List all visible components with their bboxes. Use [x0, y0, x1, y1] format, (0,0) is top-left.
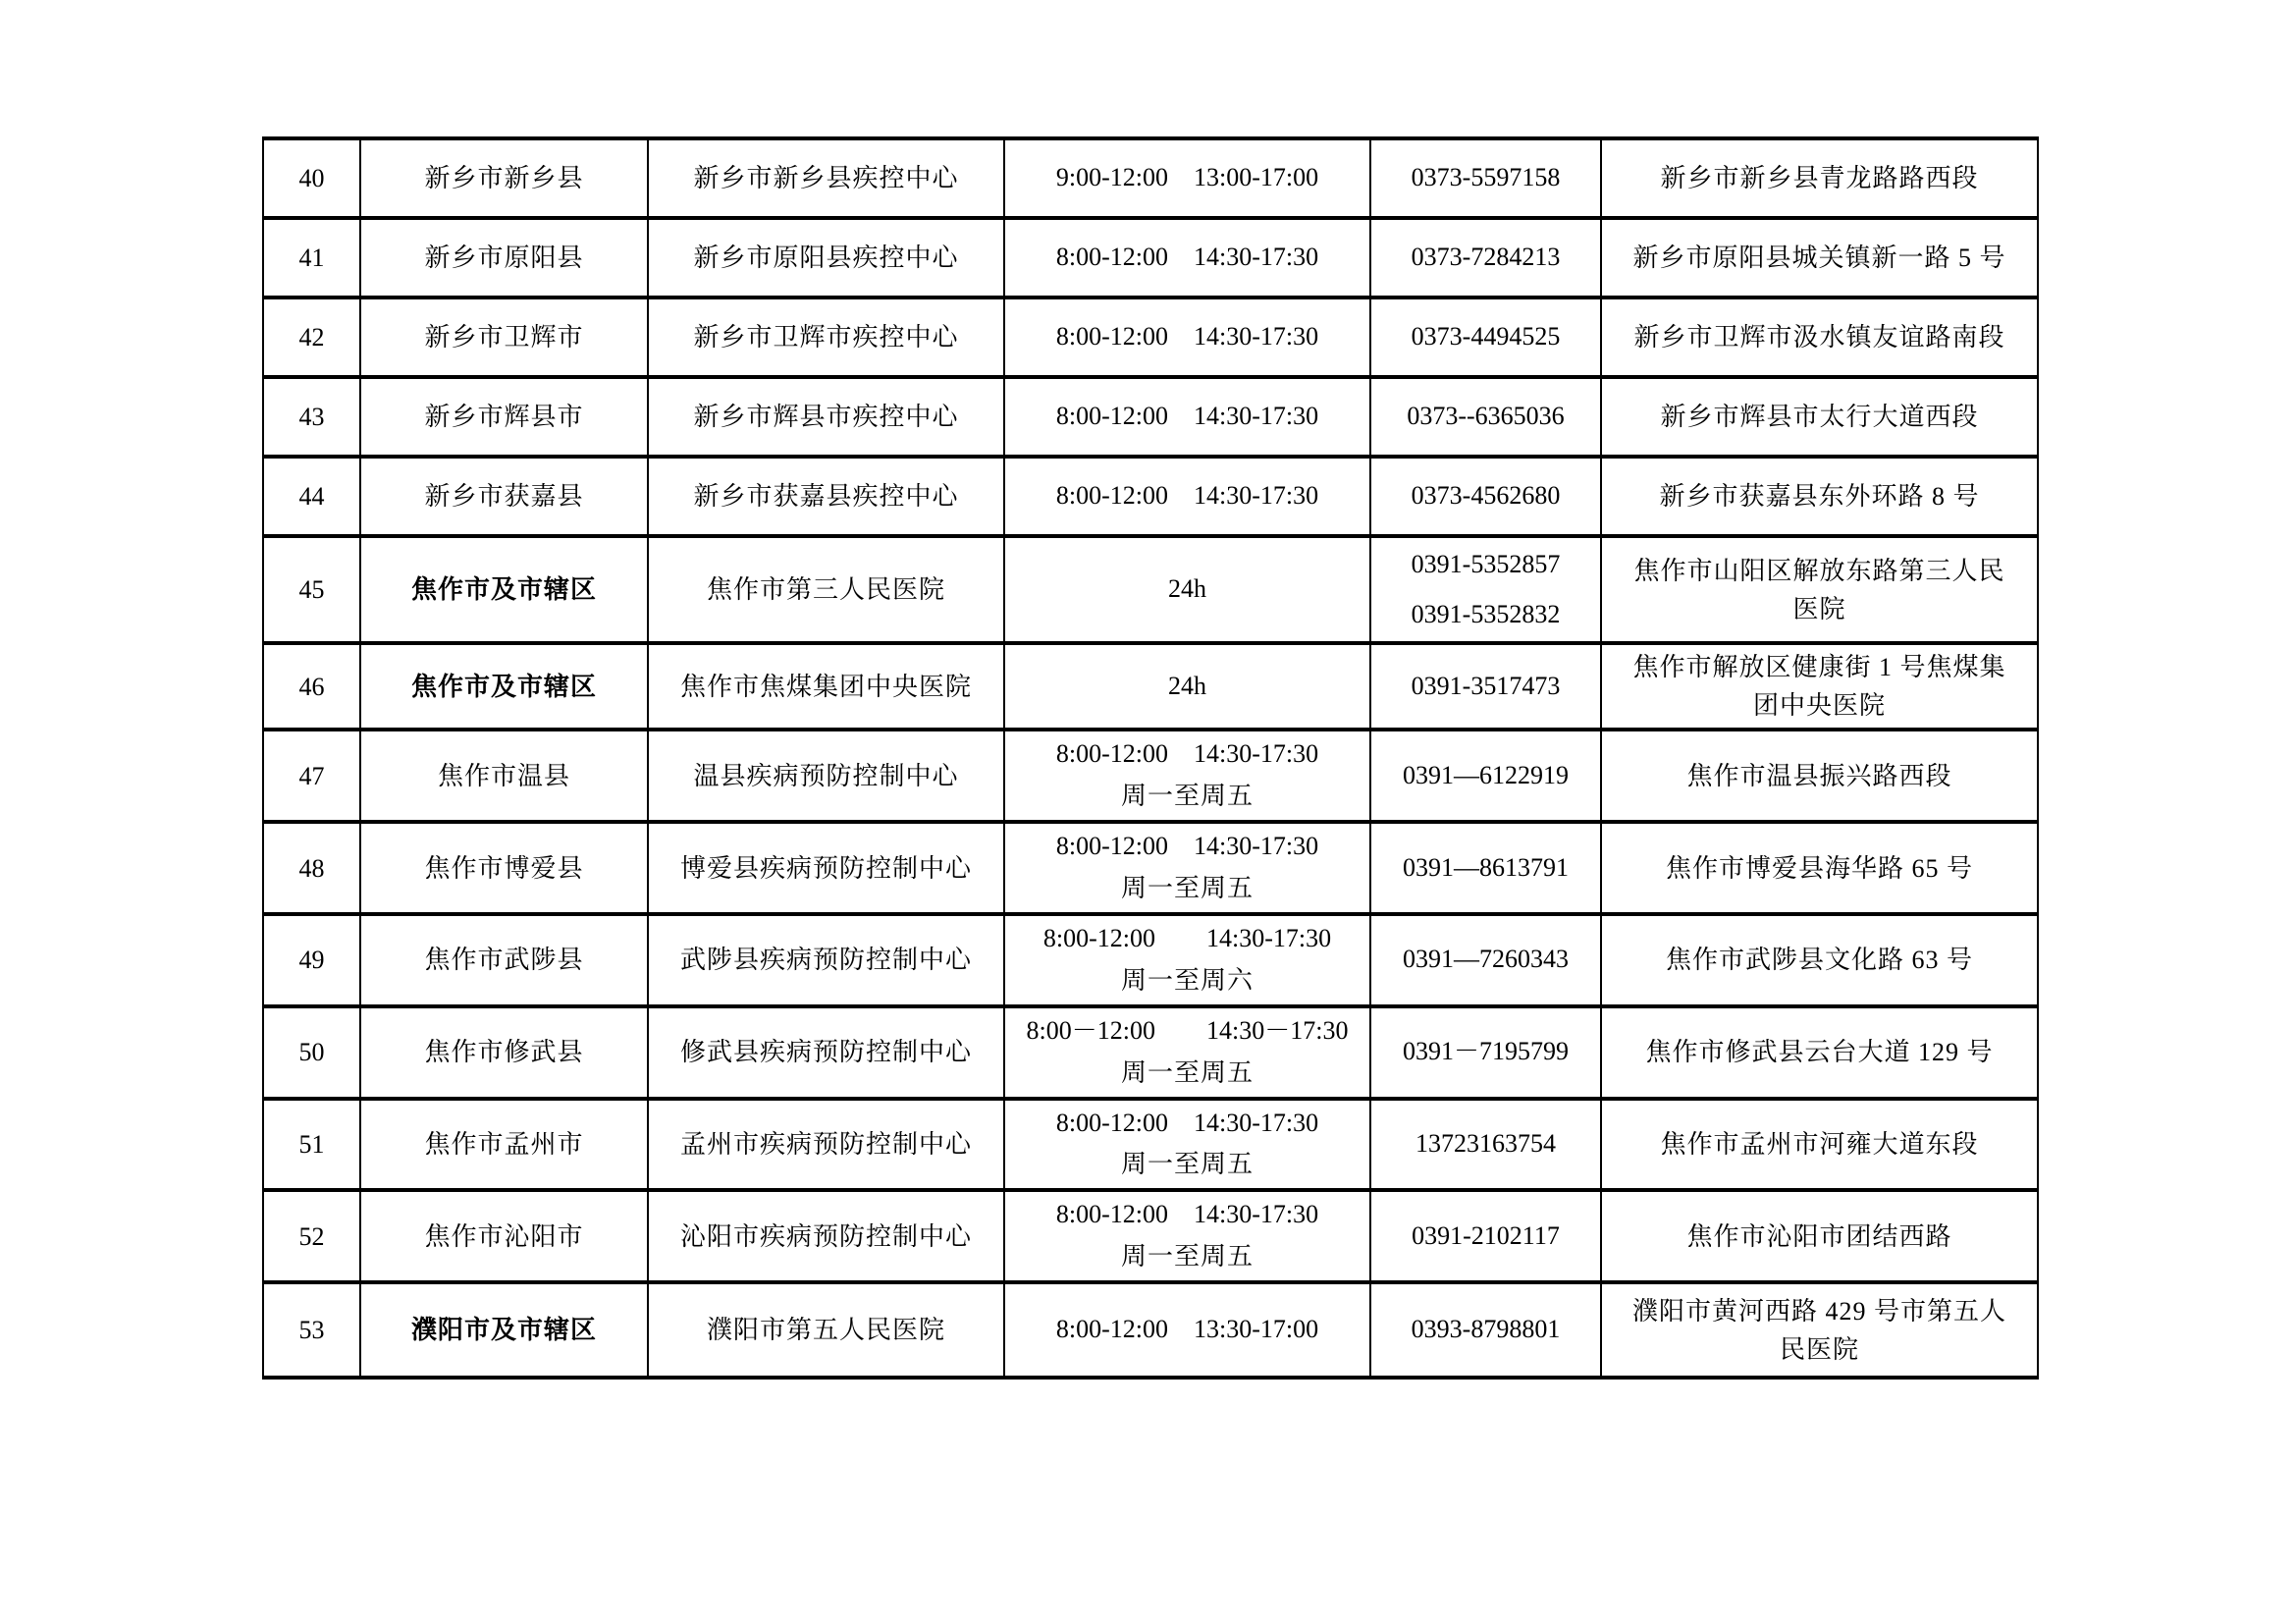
row-number-cell: 51 [263, 1099, 360, 1191]
hours-cell [1004, 218, 1370, 298]
address-cell: 焦作市温县振兴路西段 [1601, 730, 2038, 822]
address-cell: 濮阳市黄河西路 429 号市第五人民医院 [1601, 1282, 2038, 1378]
institution-cell: 焦作市第三人民医院 [648, 536, 1004, 643]
hours-cell [1004, 730, 1370, 822]
row-number-cell: 49 [263, 914, 360, 1006]
phone-number: 0391－7195799 [1402, 1037, 1569, 1066]
hours-cell [1004, 536, 1370, 643]
hours-line: 8:00-12:00 14:30-17:30 [1055, 1108, 1319, 1137]
hours-cell [1004, 457, 1370, 536]
table-row [263, 536, 2038, 643]
institution-cell: 新乡市新乡县疾控中心 [648, 138, 1004, 218]
hours-line: 24h [1168, 671, 1206, 700]
row-number-cell: 45 [263, 536, 360, 643]
district-cell: 焦作市温县 [360, 730, 648, 822]
district-cell: 焦作市及市辖区 [360, 643, 648, 730]
testing-sites-table-container [262, 136, 2039, 1380]
institution-cell: 修武县疾病预防控制中心 [648, 1006, 1004, 1099]
address-cell: 新乡市原阳县城关镇新一路 5 号 [1601, 218, 2038, 298]
row-number-cell: 40 [263, 138, 360, 218]
phone-number: 0373-4494525 [1411, 322, 1561, 352]
phone-cell [1370, 218, 1601, 298]
institution-cell: 新乡市原阳县疾控中心 [648, 218, 1004, 298]
district-cell: 焦作市孟州市 [360, 1099, 648, 1191]
hours-line: 周一至周六 [1120, 965, 1254, 995]
hours-line: 8:00-12:00 14:30-17:30 [1055, 243, 1319, 272]
phone-cell [1370, 1190, 1601, 1282]
hours-line: 周一至周五 [1120, 1150, 1254, 1179]
row-number-cell: 50 [263, 1006, 360, 1099]
row-number-cell: 46 [263, 643, 360, 730]
row-number-cell: 42 [263, 298, 360, 377]
phone-number: 0373--6365036 [1407, 402, 1565, 431]
institution-cell: 孟州市疾病预防控制中心 [648, 1099, 1004, 1191]
table-row [263, 457, 2038, 536]
table-row [263, 218, 2038, 298]
district-cell: 焦作市博爱县 [360, 822, 648, 914]
phone-number: 0391-3517473 [1411, 672, 1561, 701]
district-cell: 新乡市卫辉市 [360, 298, 648, 377]
hours-line: 8:00-12:00 14:30-17:30 [1055, 1200, 1319, 1229]
phone-number: 0391—8613791 [1403, 852, 1569, 882]
hours-line: 8:00-12:00 14:30-17:30 [1042, 923, 1332, 952]
institution-cell: 武陟县疾病预防控制中心 [648, 914, 1004, 1006]
address-cell: 新乡市获嘉县东外环路 8 号 [1601, 457, 2038, 536]
row-number-cell: 52 [263, 1190, 360, 1282]
hours-line: 周一至周五 [1120, 1242, 1254, 1272]
row-number-cell: 48 [263, 822, 360, 914]
phone-cell [1370, 643, 1601, 730]
hours-cell [1004, 1282, 1370, 1378]
address-cell: 焦作市武陟县文化路 63 号 [1601, 914, 2038, 1006]
district-cell: 新乡市新乡县 [360, 138, 648, 218]
district-cell: 焦作市武陟县 [360, 914, 648, 1006]
address-cell: 焦作市山阳区解放东路第三人民医院 [1601, 536, 2038, 643]
phone-cell [1370, 1006, 1601, 1099]
phone-number: 0391-2102117 [1412, 1220, 1560, 1250]
phone-number: 0373-7284213 [1411, 243, 1561, 272]
institution-cell: 濮阳市第五人民医院 [648, 1282, 1004, 1378]
phone-cell [1370, 1099, 1601, 1191]
district-cell: 焦作市沁阳市 [360, 1190, 648, 1282]
phone-number: 0391—6122919 [1403, 760, 1569, 789]
hours-cell [1004, 138, 1370, 218]
phone-cell [1370, 138, 1601, 218]
district-cell: 新乡市辉县市 [360, 377, 648, 457]
institution-cell: 新乡市辉县市疾控中心 [648, 377, 1004, 457]
address-cell: 焦作市解放区健康街 1 号焦煤集团中央医院 [1601, 643, 2038, 730]
table-row [263, 377, 2038, 457]
district-cell: 新乡市原阳县 [360, 218, 648, 298]
hours-cell [1004, 298, 1370, 377]
institution-cell: 新乡市获嘉县疾控中心 [648, 457, 1004, 536]
table-row [263, 822, 2038, 914]
hours-line: 周一至周五 [1120, 782, 1254, 811]
institution-cell: 焦作市焦煤集团中央医院 [648, 643, 1004, 730]
phone-cell [1370, 377, 1601, 457]
hours-cell [1004, 822, 1370, 914]
table-row [263, 1190, 2038, 1282]
hours-line: 8:00-12:00 13:30-17:00 [1055, 1315, 1319, 1344]
row-number-cell: 44 [263, 457, 360, 536]
address-cell: 焦作市孟州市河雍大道东段 [1601, 1099, 2038, 1191]
address-cell: 焦作市沁阳市团结西路 [1601, 1190, 2038, 1282]
phone-number: 0391—7260343 [1403, 945, 1569, 974]
hours-cell [1004, 1190, 1370, 1282]
table-row [263, 298, 2038, 377]
row-number-cell: 53 [263, 1282, 360, 1378]
hours-line: 8:00-12:00 14:30-17:30 [1055, 402, 1319, 431]
institution-cell: 沁阳市疾病预防控制中心 [648, 1190, 1004, 1282]
district-cell: 濮阳市及市辖区 [360, 1282, 648, 1378]
address-cell: 新乡市卫辉市汲水镇友谊路南段 [1601, 298, 2038, 377]
hours-line: 周一至周五 [1120, 1057, 1254, 1087]
hours-line: 8:00-12:00 14:30-17:30 [1055, 322, 1319, 352]
phone-number: 0391-5352857 [1411, 550, 1561, 578]
hours-cell [1004, 643, 1370, 730]
row-number-cell: 41 [263, 218, 360, 298]
table-row [263, 138, 2038, 218]
phone-cell [1370, 730, 1601, 822]
phone-cell [1370, 914, 1601, 1006]
phone-number: 0393-8798801 [1411, 1315, 1561, 1344]
hours-line: 8:00-12:00 14:30-17:30 [1055, 832, 1319, 861]
phone-number: 13723163754 [1415, 1129, 1556, 1159]
address-cell: 焦作市修武县云台大道 129 号 [1601, 1006, 2038, 1099]
phone-cell [1370, 822, 1601, 914]
hours-cell [1004, 914, 1370, 1006]
hours-cell [1004, 1099, 1370, 1191]
district-cell: 焦作市及市辖区 [360, 536, 648, 643]
table-row [263, 1006, 2038, 1099]
hours-cell [1004, 377, 1370, 457]
table-row [263, 643, 2038, 730]
phone-cell [1370, 298, 1601, 377]
phone-cell [1370, 457, 1601, 536]
table-row [263, 730, 2038, 822]
row-number-cell: 43 [263, 377, 360, 457]
institution-cell: 温县疾病预防控制中心 [648, 730, 1004, 822]
hours-line: 周一至周五 [1120, 874, 1254, 903]
row-number-cell: 47 [263, 730, 360, 822]
district-cell: 新乡市获嘉县 [360, 457, 648, 536]
phone-number: 0373-5597158 [1411, 163, 1561, 192]
hours-line: 24h [1168, 574, 1206, 604]
address-cell: 新乡市新乡县青龙路路西段 [1601, 138, 2038, 218]
hours-line: 8:00-12:00 14:30-17:30 [1055, 739, 1319, 769]
hours-line: 9:00-12:00 13:00-17:00 [1055, 163, 1319, 192]
testing-sites-table [262, 136, 2039, 1380]
phone-number: 0373-4562680 [1411, 481, 1561, 511]
table-body [263, 138, 2038, 1378]
hours-line: 8:00－12:00 14:30－17:30 [1026, 1015, 1349, 1045]
table-row [263, 1282, 2038, 1378]
address-cell: 新乡市辉县市太行大道西段 [1601, 377, 2038, 457]
phone-number: 0391-5352832 [1411, 599, 1561, 628]
district-cell: 焦作市修武县 [360, 1006, 648, 1099]
hours-line: 8:00-12:00 14:30-17:30 [1055, 481, 1319, 511]
institution-cell: 新乡市卫辉市疾控中心 [648, 298, 1004, 377]
table-row [263, 914, 2038, 1006]
phone-cell [1370, 1282, 1601, 1378]
table-row [263, 1099, 2038, 1191]
phone-cell [1370, 536, 1601, 643]
institution-cell: 博爱县疾病预防控制中心 [648, 822, 1004, 914]
address-cell: 焦作市博爱县海华路 65 号 [1601, 822, 2038, 914]
hours-cell [1004, 1006, 1370, 1099]
